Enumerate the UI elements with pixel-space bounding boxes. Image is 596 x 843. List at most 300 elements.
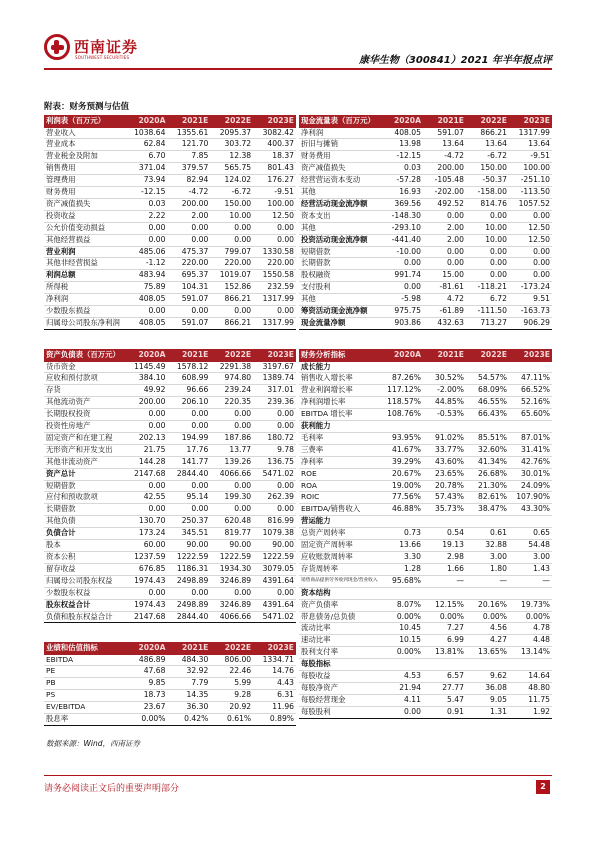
cell-value: [509, 659, 552, 671]
page-header: [44, 34, 552, 72]
row-label: ROA: [299, 480, 380, 492]
cell-value: 18.37: [253, 151, 296, 163]
cell-value: 3197.67: [253, 362, 296, 373]
cell-value: 200.00: [167, 198, 210, 210]
cell-value: [423, 516, 466, 528]
cell-value: 0.00: [509, 246, 552, 258]
row-label: 净利润: [44, 294, 125, 306]
row-label: 销售商品提供劳务收到现金/营业收入: [299, 575, 380, 587]
table-row: [299, 671, 552, 683]
cell-value: 42.76%: [509, 456, 552, 468]
cell-value: 152.86: [210, 282, 253, 294]
year-header: 2021E: [167, 115, 210, 128]
cell-value: 903.86: [380, 318, 423, 330]
row-label: 营业收入: [44, 128, 125, 139]
cell-value: 12.50: [509, 222, 552, 234]
cell-value: 303.72: [210, 139, 253, 151]
table-title: 资产负债表（百万元）: [44, 349, 125, 362]
table-row: [299, 294, 552, 306]
cell-value: 100.00: [253, 198, 296, 210]
cell-value: 0.00: [167, 409, 210, 421]
cell-value: 0.00: [167, 222, 210, 234]
table-row: [299, 409, 552, 421]
table-header-row: [299, 115, 552, 128]
cell-value: -158.00: [466, 187, 509, 199]
row-label: 筹资活动现金流净额: [299, 306, 380, 318]
cell-value: 492.52: [423, 198, 466, 210]
cell-value: 77.56%: [380, 492, 423, 504]
cell-value: [423, 362, 466, 373]
cell-value: 2.00: [423, 222, 466, 234]
table-row: [299, 563, 552, 575]
row-label: 投资性房地产: [44, 421, 125, 433]
row-label: 每股净资产: [299, 682, 380, 694]
year-header: 2023E: [253, 642, 296, 655]
cell-value: -173.24: [509, 282, 552, 294]
table-row: [44, 258, 296, 270]
table-row: [299, 516, 552, 528]
cell-value: 13.98: [380, 139, 423, 151]
cell-value: 7.27: [423, 623, 466, 635]
row-label: ROIC: [299, 492, 380, 504]
table-row: [299, 175, 552, 187]
table-row: [44, 270, 296, 282]
table-row: [44, 222, 296, 234]
cell-value: 695.37: [167, 270, 210, 282]
row-label: 营业利润: [44, 246, 125, 258]
row-label: 支付股利: [299, 282, 380, 294]
table-row: [299, 587, 552, 599]
table-row: [299, 128, 552, 139]
cell-value: 96.66: [167, 385, 210, 397]
cell-value: -0.53%: [423, 409, 466, 421]
cell-value: 485.06: [125, 246, 168, 258]
cell-value: 974.80: [210, 373, 253, 385]
cell-value: 317.01: [253, 385, 296, 397]
cell-value: 0.00: [466, 246, 509, 258]
row-label: 每股指标: [299, 659, 380, 671]
cell-value: 1222.59: [167, 552, 210, 564]
cell-value: 591.07: [167, 318, 210, 330]
table-title: 利润表（百万元）: [44, 115, 125, 128]
cell-value: 17.76: [167, 444, 210, 456]
cell-value: -50.37: [466, 175, 509, 187]
footer-divider: [44, 775, 552, 776]
cell-value: 486.89: [125, 655, 168, 666]
table-row: [299, 397, 552, 409]
cell-value: 10.00: [210, 210, 253, 222]
cell-value: 173.24: [125, 528, 168, 540]
cell-value: 220.00: [167, 258, 210, 270]
cell-value: 0.00: [253, 587, 296, 599]
cell-value: 12.15%: [423, 599, 466, 611]
cell-value: 483.94: [125, 270, 168, 282]
table-row: [299, 528, 552, 540]
cell-value: -1.12: [125, 258, 168, 270]
cell-value: 3.00: [466, 552, 509, 564]
cell-value: 9.78: [253, 444, 296, 456]
cell-value: 12.50: [253, 210, 296, 222]
cell-value: 0.00: [210, 222, 253, 234]
year-header: 2022E: [210, 115, 253, 128]
table-row: [44, 714, 296, 726]
row-label: 财务费用: [299, 151, 380, 163]
table-row: [299, 611, 552, 623]
cell-value: 1317.99: [509, 128, 552, 139]
year-header: 2023E: [509, 115, 552, 128]
cell-value: 4066.66: [210, 611, 253, 623]
cell-value: [466, 659, 509, 671]
cell-value: 200.00: [125, 397, 168, 409]
cell-value: 0.00%: [509, 611, 552, 623]
cell-value: 1317.99: [253, 294, 296, 306]
cell-value: 975.75: [380, 306, 423, 318]
cell-value: 591.07: [423, 128, 466, 139]
cell-value: 75.89: [125, 282, 168, 294]
cell-value: 95.14: [167, 492, 210, 504]
cell-value: 5.99: [210, 678, 253, 690]
cell-value: 0.00: [167, 421, 210, 433]
cell-value: 13.81%: [423, 647, 466, 659]
year-header: 2020A: [125, 642, 168, 655]
row-label: 短期借款: [299, 246, 380, 258]
row-label: 获利能力: [299, 421, 380, 433]
cell-value: 1550.58: [253, 270, 296, 282]
cell-value: 2095.37: [210, 128, 253, 139]
cell-value: 0.00: [466, 270, 509, 282]
cell-value: 1578.12: [167, 362, 210, 373]
table-row: [44, 468, 296, 480]
cell-value: 0.00: [253, 480, 296, 492]
cell-value: [423, 421, 466, 433]
cell-value: 24.09%: [509, 480, 552, 492]
row-label: 每股股利: [299, 706, 380, 718]
row-label: 股本: [44, 540, 125, 552]
table-title: 业绩和估值指标: [44, 642, 125, 655]
cell-value: 0.00: [210, 409, 253, 421]
cell-value: 620.48: [210, 516, 253, 528]
cell-value: 6.72: [466, 294, 509, 306]
cell-value: 14.64: [509, 671, 552, 683]
row-label: 资产负债率: [299, 599, 380, 611]
cell-value: 0.89%: [253, 714, 296, 726]
cell-value: 21.94: [380, 682, 423, 694]
table-row: [299, 318, 552, 330]
cell-value: 1974.43: [125, 575, 168, 587]
logo-text-cn: 西南证券: [74, 38, 139, 56]
table-row: [44, 666, 296, 678]
table-row: [44, 306, 296, 318]
table-row: [44, 563, 296, 575]
cell-value: 0.61: [466, 528, 509, 540]
row-label: 资产减值损失: [44, 198, 125, 210]
row-label: 固定资产和在建工程: [44, 432, 125, 444]
table-row: [299, 210, 552, 222]
row-label: 货币资金: [44, 362, 125, 373]
cell-value: 0.00: [167, 504, 210, 516]
cell-value: 1.92: [509, 706, 552, 718]
table-row: [44, 587, 296, 599]
row-label: 管理费用: [44, 175, 125, 187]
table-row: [299, 706, 552, 718]
row-label: 少数股东权益: [44, 587, 125, 599]
cell-value: -441.40: [380, 234, 423, 246]
row-label: 流动比率: [299, 623, 380, 635]
cell-value: 262.39: [253, 492, 296, 504]
cell-value: 87.01%: [509, 432, 552, 444]
cell-value: 0.00: [253, 504, 296, 516]
row-label: 少数股东损益: [44, 306, 125, 318]
table-row: [299, 540, 552, 552]
cell-value: 220.00: [253, 258, 296, 270]
cell-value: 5471.02: [253, 611, 296, 623]
cell-value: -4.72: [167, 187, 210, 199]
cell-value: [466, 516, 509, 528]
row-label: 带息债务/总负债: [299, 611, 380, 623]
table-row: [299, 659, 552, 671]
cell-value: -5.98: [380, 294, 423, 306]
cell-value: 4.27: [466, 635, 509, 647]
cell-value: 475.37: [167, 246, 210, 258]
table-row: [44, 385, 296, 397]
table-row: [299, 187, 552, 199]
cell-value: 2498.89: [167, 599, 210, 611]
year-header: 2023E: [253, 349, 296, 362]
row-label: 长期股权投资: [44, 409, 125, 421]
cell-value: 1019.07: [210, 270, 253, 282]
cell-value: 12.38: [210, 151, 253, 163]
row-label: 归属母公司股东权益: [44, 575, 125, 587]
cell-value: 816.99: [253, 516, 296, 528]
cell-value: 432.63: [423, 318, 466, 330]
table-row: [44, 246, 296, 258]
cell-value: 0.73: [380, 528, 423, 540]
cell-value: 100.00: [509, 163, 552, 175]
cell-value: 1038.64: [125, 128, 168, 139]
cell-value: 484.30: [167, 655, 210, 666]
valuation-table: [44, 642, 296, 726]
cell-value: 0.00: [380, 282, 423, 294]
cell-value: 9.85: [125, 678, 168, 690]
cell-value: 2147.68: [125, 611, 168, 623]
cell-value: 124.02: [210, 175, 253, 187]
cell-value: 1355.61: [167, 128, 210, 139]
row-label: 每股收益: [299, 671, 380, 683]
table-row: [44, 492, 296, 504]
cell-value: 3082.42: [253, 128, 296, 139]
cell-value: 150.00: [466, 163, 509, 175]
table-row: [44, 234, 296, 246]
cell-value: 104.31: [167, 282, 210, 294]
cell-value: 9.28: [210, 690, 253, 702]
row-label: 净利润增长率: [299, 397, 380, 409]
cell-value: 87.26%: [380, 373, 423, 385]
cell-value: 4066.66: [210, 468, 253, 480]
cell-value: 2.00: [167, 210, 210, 222]
cell-value: 1317.99: [253, 318, 296, 330]
table-row: [44, 480, 296, 492]
cell-value: [380, 362, 423, 373]
balance-sheet-table: [44, 349, 296, 623]
row-label: 长期借款: [299, 258, 380, 270]
cell-value: 33.77%: [423, 444, 466, 456]
row-label: 负债和股东权益合计: [44, 611, 125, 623]
cell-value: 7.79: [167, 678, 210, 690]
cell-value: 108.76%: [380, 409, 423, 421]
cell-value: 0.61%: [210, 714, 253, 726]
cell-value: 10.00: [466, 234, 509, 246]
cell-value: -118.21: [466, 282, 509, 294]
cell-value: —: [509, 575, 552, 587]
cell-value: 1.28: [380, 563, 423, 575]
cell-value: -251.10: [509, 175, 552, 187]
cell-value: 60.00: [125, 540, 168, 552]
table-row: [44, 151, 296, 163]
cell-value: [380, 421, 423, 433]
cell-value: 13.14%: [509, 647, 552, 659]
cell-value: -202.00: [423, 187, 466, 199]
table-row: [44, 294, 296, 306]
cell-value: 0.00: [509, 210, 552, 222]
cell-value: 4391.64: [253, 599, 296, 611]
financial-ratios-table: [299, 349, 552, 719]
row-label: 公允价值变动损益: [44, 222, 125, 234]
table-row: [299, 492, 552, 504]
cell-value: 0.00%: [423, 611, 466, 623]
cell-value: 14.35: [167, 690, 210, 702]
row-label: 净利润: [299, 128, 380, 139]
table-row: [44, 432, 296, 444]
cell-value: 27.77: [423, 682, 466, 694]
cell-value: 19.00%: [380, 480, 423, 492]
table-header-row: [44, 115, 296, 128]
cell-value: 141.77: [167, 456, 210, 468]
cell-value: 22.46: [210, 666, 253, 678]
cell-value: 46.55%: [466, 397, 509, 409]
cell-value: 16.93: [380, 187, 423, 199]
table-row: [299, 694, 552, 706]
row-label: 其他负债: [44, 516, 125, 528]
table-row: [44, 456, 296, 468]
cell-value: 36.30: [167, 702, 210, 714]
cell-value: 0.00: [125, 222, 168, 234]
cell-value: 3079.05: [253, 563, 296, 575]
row-label: 其他: [299, 222, 380, 234]
cell-value: [380, 659, 423, 671]
cell-value: 39.29%: [380, 456, 423, 468]
cell-value: 0.00%: [380, 647, 423, 659]
cell-value: -81.61: [423, 282, 466, 294]
table-header-row: [299, 349, 552, 362]
cell-value: 13.77: [210, 444, 253, 456]
cell-value: 107.90%: [509, 492, 552, 504]
cell-value: 1222.59: [253, 552, 296, 564]
row-label: 资产总计: [44, 468, 125, 480]
cell-value: 13.64: [509, 139, 552, 151]
cell-value: 130.70: [125, 516, 168, 528]
cell-value: 41.34%: [466, 456, 509, 468]
logo-text-en: SOUTHWEST SECURITIES: [75, 55, 130, 60]
table-row: [44, 187, 296, 199]
cell-value: 5.47: [423, 694, 466, 706]
row-label: 资产减值损失: [299, 163, 380, 175]
row-label: EBITDA 增长率: [299, 409, 380, 421]
cell-value: 0.42%: [167, 714, 210, 726]
cell-value: 10.15: [380, 635, 423, 647]
year-header: 2020A: [125, 115, 168, 128]
cell-value: 35.73%: [423, 504, 466, 516]
table-row: [299, 139, 552, 151]
table-row: [299, 421, 552, 433]
cell-value: 66.52%: [509, 385, 552, 397]
cell-value: 0.54: [423, 528, 466, 540]
year-header: 2023E: [253, 115, 296, 128]
cell-value: 7.85: [167, 151, 210, 163]
year-header: 2021E: [423, 349, 466, 362]
cell-value: —: [466, 575, 509, 587]
cell-value: 866.21: [466, 128, 509, 139]
cell-value: 93.95%: [380, 432, 423, 444]
cell-value: 2147.68: [125, 468, 168, 480]
cell-value: 6.99: [423, 635, 466, 647]
row-label: EV/EBITDA: [44, 702, 125, 714]
cell-value: 47.68: [125, 666, 168, 678]
table-row: [44, 421, 296, 433]
cell-value: [509, 362, 552, 373]
cash-flow-table: [299, 115, 552, 330]
cell-value: 91.02%: [423, 432, 466, 444]
cell-value: 0.00: [423, 246, 466, 258]
cell-value: 1.80: [466, 563, 509, 575]
row-label: 折旧与摊销: [299, 139, 380, 151]
row-label: 经营营运资本变动: [299, 175, 380, 187]
table-row: [44, 373, 296, 385]
cell-value: 1.43: [509, 563, 552, 575]
cell-value: 0.00: [125, 480, 168, 492]
cell-value: [509, 516, 552, 528]
cell-value: 0.65: [509, 528, 552, 540]
table-row: [44, 362, 296, 373]
cell-value: 250.37: [167, 516, 210, 528]
cell-value: 20.16%: [466, 599, 509, 611]
cell-value: 136.75: [253, 456, 296, 468]
cell-value: 23.65%: [423, 468, 466, 480]
cell-value: 11.96: [253, 702, 296, 714]
appendix-title: 附表：财务预测与估值: [44, 102, 130, 112]
cell-value: -113.50: [509, 187, 552, 199]
cell-value: 591.07: [167, 294, 210, 306]
table-title: 财务分析指标: [299, 349, 380, 362]
cell-value: -12.15: [125, 187, 168, 199]
cell-value: 866.21: [210, 318, 253, 330]
cell-value: 18.73: [125, 690, 168, 702]
cell-value: 0.00%: [125, 714, 168, 726]
table-row: [299, 222, 552, 234]
cell-value: -148.30: [380, 210, 423, 222]
cell-value: 6.57: [423, 671, 466, 683]
data-source-note: 数据来源：Wind，西南证券: [46, 739, 141, 748]
table-row: [299, 270, 552, 282]
table-row: [44, 690, 296, 702]
table-row: [44, 611, 296, 623]
cell-value: 180.72: [253, 432, 296, 444]
cell-value: [380, 587, 423, 599]
cell-value: 90.00: [210, 540, 253, 552]
cell-value: 20.78%: [423, 480, 466, 492]
cell-value: 62.84: [125, 139, 168, 151]
cell-value: 0.03: [125, 198, 168, 210]
cell-value: 139.26: [210, 456, 253, 468]
